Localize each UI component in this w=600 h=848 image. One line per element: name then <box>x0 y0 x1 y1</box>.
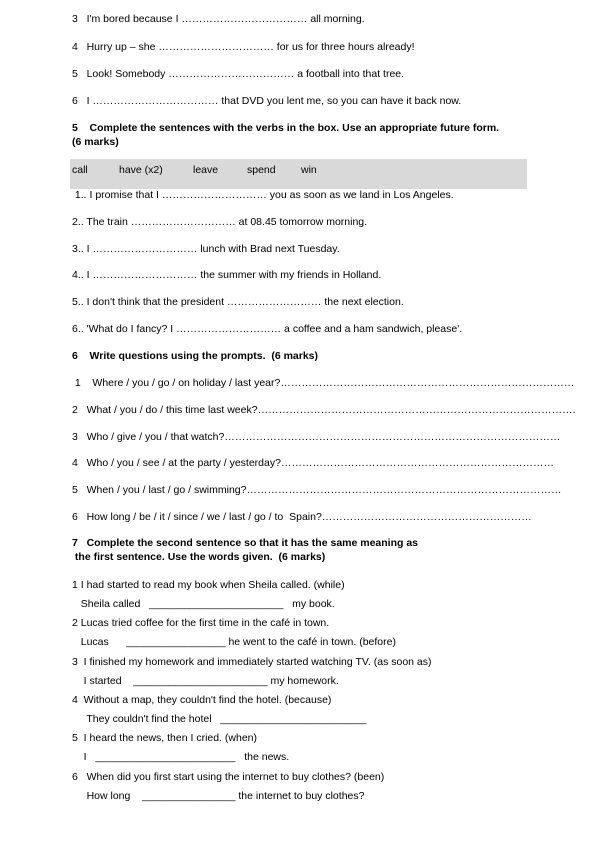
word-box-item: leave <box>193 164 219 176</box>
s5-heading: 5 Complete the sentences with the verbs in the box. Use an appropriate future form. <box>72 122 500 134</box>
s7-heading-cont: the first sentence. Use the words given. (6 marks) <box>72 551 326 563</box>
s5-item-5: 5.. I don't think that the president ……………………… the next election. <box>72 296 404 308</box>
word-box-item: call <box>72 164 88 176</box>
s6-item-5: 5 When / you / last / go / swimming?……………………………………………………………………………… <box>72 484 562 496</box>
s7-a4: They couldn't find the hotel _________________________ <box>72 713 367 725</box>
s7-q6: 6 When did you first start using the internet to buy clothes? (been) <box>72 771 385 783</box>
s7-q4: 4 Without a map, they couldn't find the hotel. (because) <box>72 694 332 706</box>
s7-a2: Lucas _________________ he went to the café in town. (before) <box>72 636 396 648</box>
word-box-item: have (x2) <box>119 164 163 176</box>
s4-item-6: 6 I ……………………………… that DVD you lent me, so you can have it back now. <box>72 95 462 107</box>
word-box-item: win <box>301 164 317 176</box>
s6-item-1: 1 Where / you / go / on holiday / last year?………………………………………………………………………… <box>72 377 575 389</box>
s5-item-2: 2.. The train ………………………… at 08.45 tomorrow morning. <box>72 216 368 228</box>
s7-heading: 7 Complete the second sentence so that it has the same meaning as <box>72 537 419 549</box>
s7-q1: 1 I had started to read my book when Sheila called. (while) <box>72 579 345 591</box>
s6-item-3: 3 Who / give / you / that watch?…………………………………………………………………………………… <box>72 431 561 443</box>
s6-item-2: 2 What / you / do / this time last week?………………………………………………………………………………. <box>72 404 576 416</box>
s7-a1: Sheila called _______________________ my book. <box>72 598 335 610</box>
s7-q2: 2 Lucas tried coffee for the first time in the café in town. <box>72 617 330 629</box>
s6-item-6: 6 How long / be / it / since / we / last / go / to Spain?…………………………………………………… <box>72 511 532 523</box>
s7-q5: 5 I heard the news, then I cried. (when) <box>72 732 258 744</box>
s4-item-5: 5 Look! Somebody ……………………………… a football into that tree. <box>72 68 405 80</box>
s7-a3: I started _______________________ my homework. <box>72 675 339 687</box>
s4-item-4: 4 Hurry up – she …………………………… for us for three hours already! <box>72 41 415 53</box>
s5-item-6: 6.. 'What do I fancy? I ………………………… a coffee and a ham sandwich, please'. <box>72 323 463 335</box>
s6-item-4: 4 Who / you / see / at the party / yesterday?…………………………………………………………………… <box>72 457 554 469</box>
s5-item-3: 3.. I ………………………… lunch with Brad next Tuesday. <box>72 243 340 255</box>
s4-item-3: 3 I'm bored because I ……………………………… all morning. <box>72 13 365 25</box>
s7-q3: 3 I finished my homework and immediately started watching TV. (as soon as) <box>72 656 432 668</box>
s5-item-4: 4.. I ………………………… the summer with my friends in Holland. <box>72 269 382 281</box>
s5-item-1: 1.. I promise that I ………………………… you as soon as we land in Los Angeles. <box>72 189 454 201</box>
s7-a5: I ________________________ the news. <box>72 751 290 763</box>
s7-a6: How long ________________ the internet to buy clothes? <box>72 790 365 802</box>
word-box-item: spend <box>247 164 276 176</box>
s6-heading: 6 Write questions using the prompts. (6 marks) <box>72 350 319 362</box>
s5-marks: (6 marks) <box>72 136 119 148</box>
